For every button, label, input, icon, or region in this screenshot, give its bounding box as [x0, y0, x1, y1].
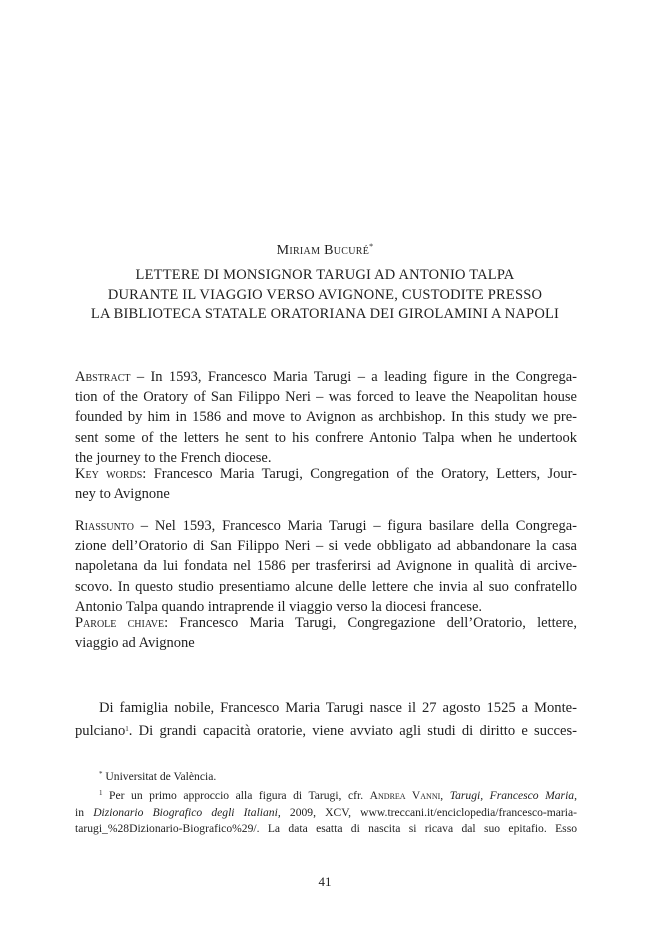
- riassunto-label: Riassunto: [75, 518, 134, 534]
- body-line: [75, 719, 577, 742]
- body-paragraph: [75, 698, 577, 741]
- footnote-1-line: [75, 785, 577, 804]
- footnote-affiliation: [75, 766, 577, 785]
- keywords-line: [75, 464, 577, 484]
- footnote-mark: *: [99, 770, 103, 778]
- riassunto-text: – Nel 1593, Francesco Maria Tarugi – figura basilare della Congrega-: [133, 518, 577, 534]
- footnote-cited-title: Tarugi, Francesco Maria: [449, 789, 575, 803]
- riassunto-line: napoletana da lui fondata nel 1586 per trasferirsi ad Avignone in qualità di arcive-: [75, 558, 577, 575]
- parole-chiave-label: Parole chiave: [75, 615, 165, 631]
- footnote-1-line: [75, 805, 577, 821]
- author-name: [0, 242, 650, 259]
- parole-chiave-text: : Francesco Maria Tarugi, Congregazione dell’Oratorio, lettere,: [164, 615, 577, 631]
- footnote-text: ,: [440, 789, 450, 803]
- abstract-line: [75, 367, 577, 387]
- abstract-line: the journey to the French diocese.: [75, 449, 272, 466]
- page-number: 41: [318, 874, 332, 889]
- abstract-text: – In 1593, Francesco Maria Tarugi – a leading figure in the Congrega-: [130, 369, 577, 385]
- keywords-line: ney to Avignone: [75, 486, 170, 503]
- parole-chiave-paragraph: [75, 613, 577, 653]
- author-name-text: Miriam Bucuré: [276, 243, 370, 258]
- riassunto-paragraph: [75, 516, 577, 617]
- footnote-text: ,: [574, 789, 577, 803]
- abstract-line: sent some of the letters he sent to his confrere Antonio Talpa when he undertook: [75, 429, 577, 446]
- title-line-3: LA BIBLIOTECA STATALE ORATORIANA DEI GIROLAMINI A NAPOLI: [90, 306, 560, 322]
- keywords-label: Key words: [75, 466, 143, 482]
- footnote-1-line: tarugi_%28Dizionario-Biografico%29/. La data esatta di nascita si ricava dal suo epitafio. Esso: [75, 821, 577, 835]
- footnote-cited-author: Andrea Vanni: [369, 789, 441, 803]
- footnote-mark: 1: [99, 789, 103, 798]
- article-title: [60, 266, 590, 325]
- parole-chiave-line: [75, 613, 577, 633]
- footnotes: [75, 766, 577, 837]
- footnote-text: 2009, XCV, www.treccani.it/enciclopedia/francesco-maria-: [280, 805, 578, 819]
- abstract-line: tion of the Oratory of San Filippo Neri – was forced to leave the Neapolitan house: [75, 389, 577, 406]
- keywords-text: : Francesco Maria Tarugi, Congregation of the Oratory, Letters, Jour-: [142, 466, 577, 482]
- footnote-ref-1: 1: [125, 724, 129, 733]
- footnote-cited-work: Dizionario Biografico degli Italiani,: [93, 805, 281, 819]
- parole-chiave-line: viaggio ad Avignone: [75, 635, 195, 652]
- keywords-paragraph: [75, 464, 577, 504]
- riassunto-line: [75, 516, 577, 536]
- riassunto-line: zione dell’Oratorio di San Filippo Neri – si vede obbligato ad abbandonare la casa: [75, 538, 577, 555]
- abstract-paragraph: [75, 367, 577, 468]
- body-text: . Di grandi capacità oratorie, viene avviato agli studi di diritto e succes-: [128, 722, 577, 739]
- body-text: pulciano: [75, 722, 126, 739]
- abstract-line: founded by him in 1586 and move to Avignon as archbishop. In this study we pre-: [75, 409, 577, 426]
- title-line-1: LETTERE DI MONSIGNOR TARUGI AD ANTONIO TALPA: [135, 267, 515, 283]
- footnote-text: in: [75, 805, 94, 819]
- body-line: Di famiglia nobile, Francesco Maria Tarugi nasce il 27 agosto 1525 a Monte-: [99, 700, 577, 716]
- footnote-text: Universitat de València.: [105, 770, 217, 783]
- riassunto-line: Antonio Talpa quando intraprende il viaggio verso la diocesi francese.: [75, 598, 483, 615]
- riassunto-line: scovo. In questo studio presentiamo alcune delle lettere che invia al suo confratello: [75, 578, 577, 595]
- author-footnote-mark: *: [369, 242, 374, 251]
- footnote-text: Per un primo approccio alla figura di Tarugi, cfr.: [109, 789, 370, 803]
- abstract-label: Abstract: [75, 369, 131, 385]
- title-line-2: DURANTE IL VIAGGIO VERSO AVIGNONE, CUSTODITE PRESSO: [107, 286, 543, 303]
